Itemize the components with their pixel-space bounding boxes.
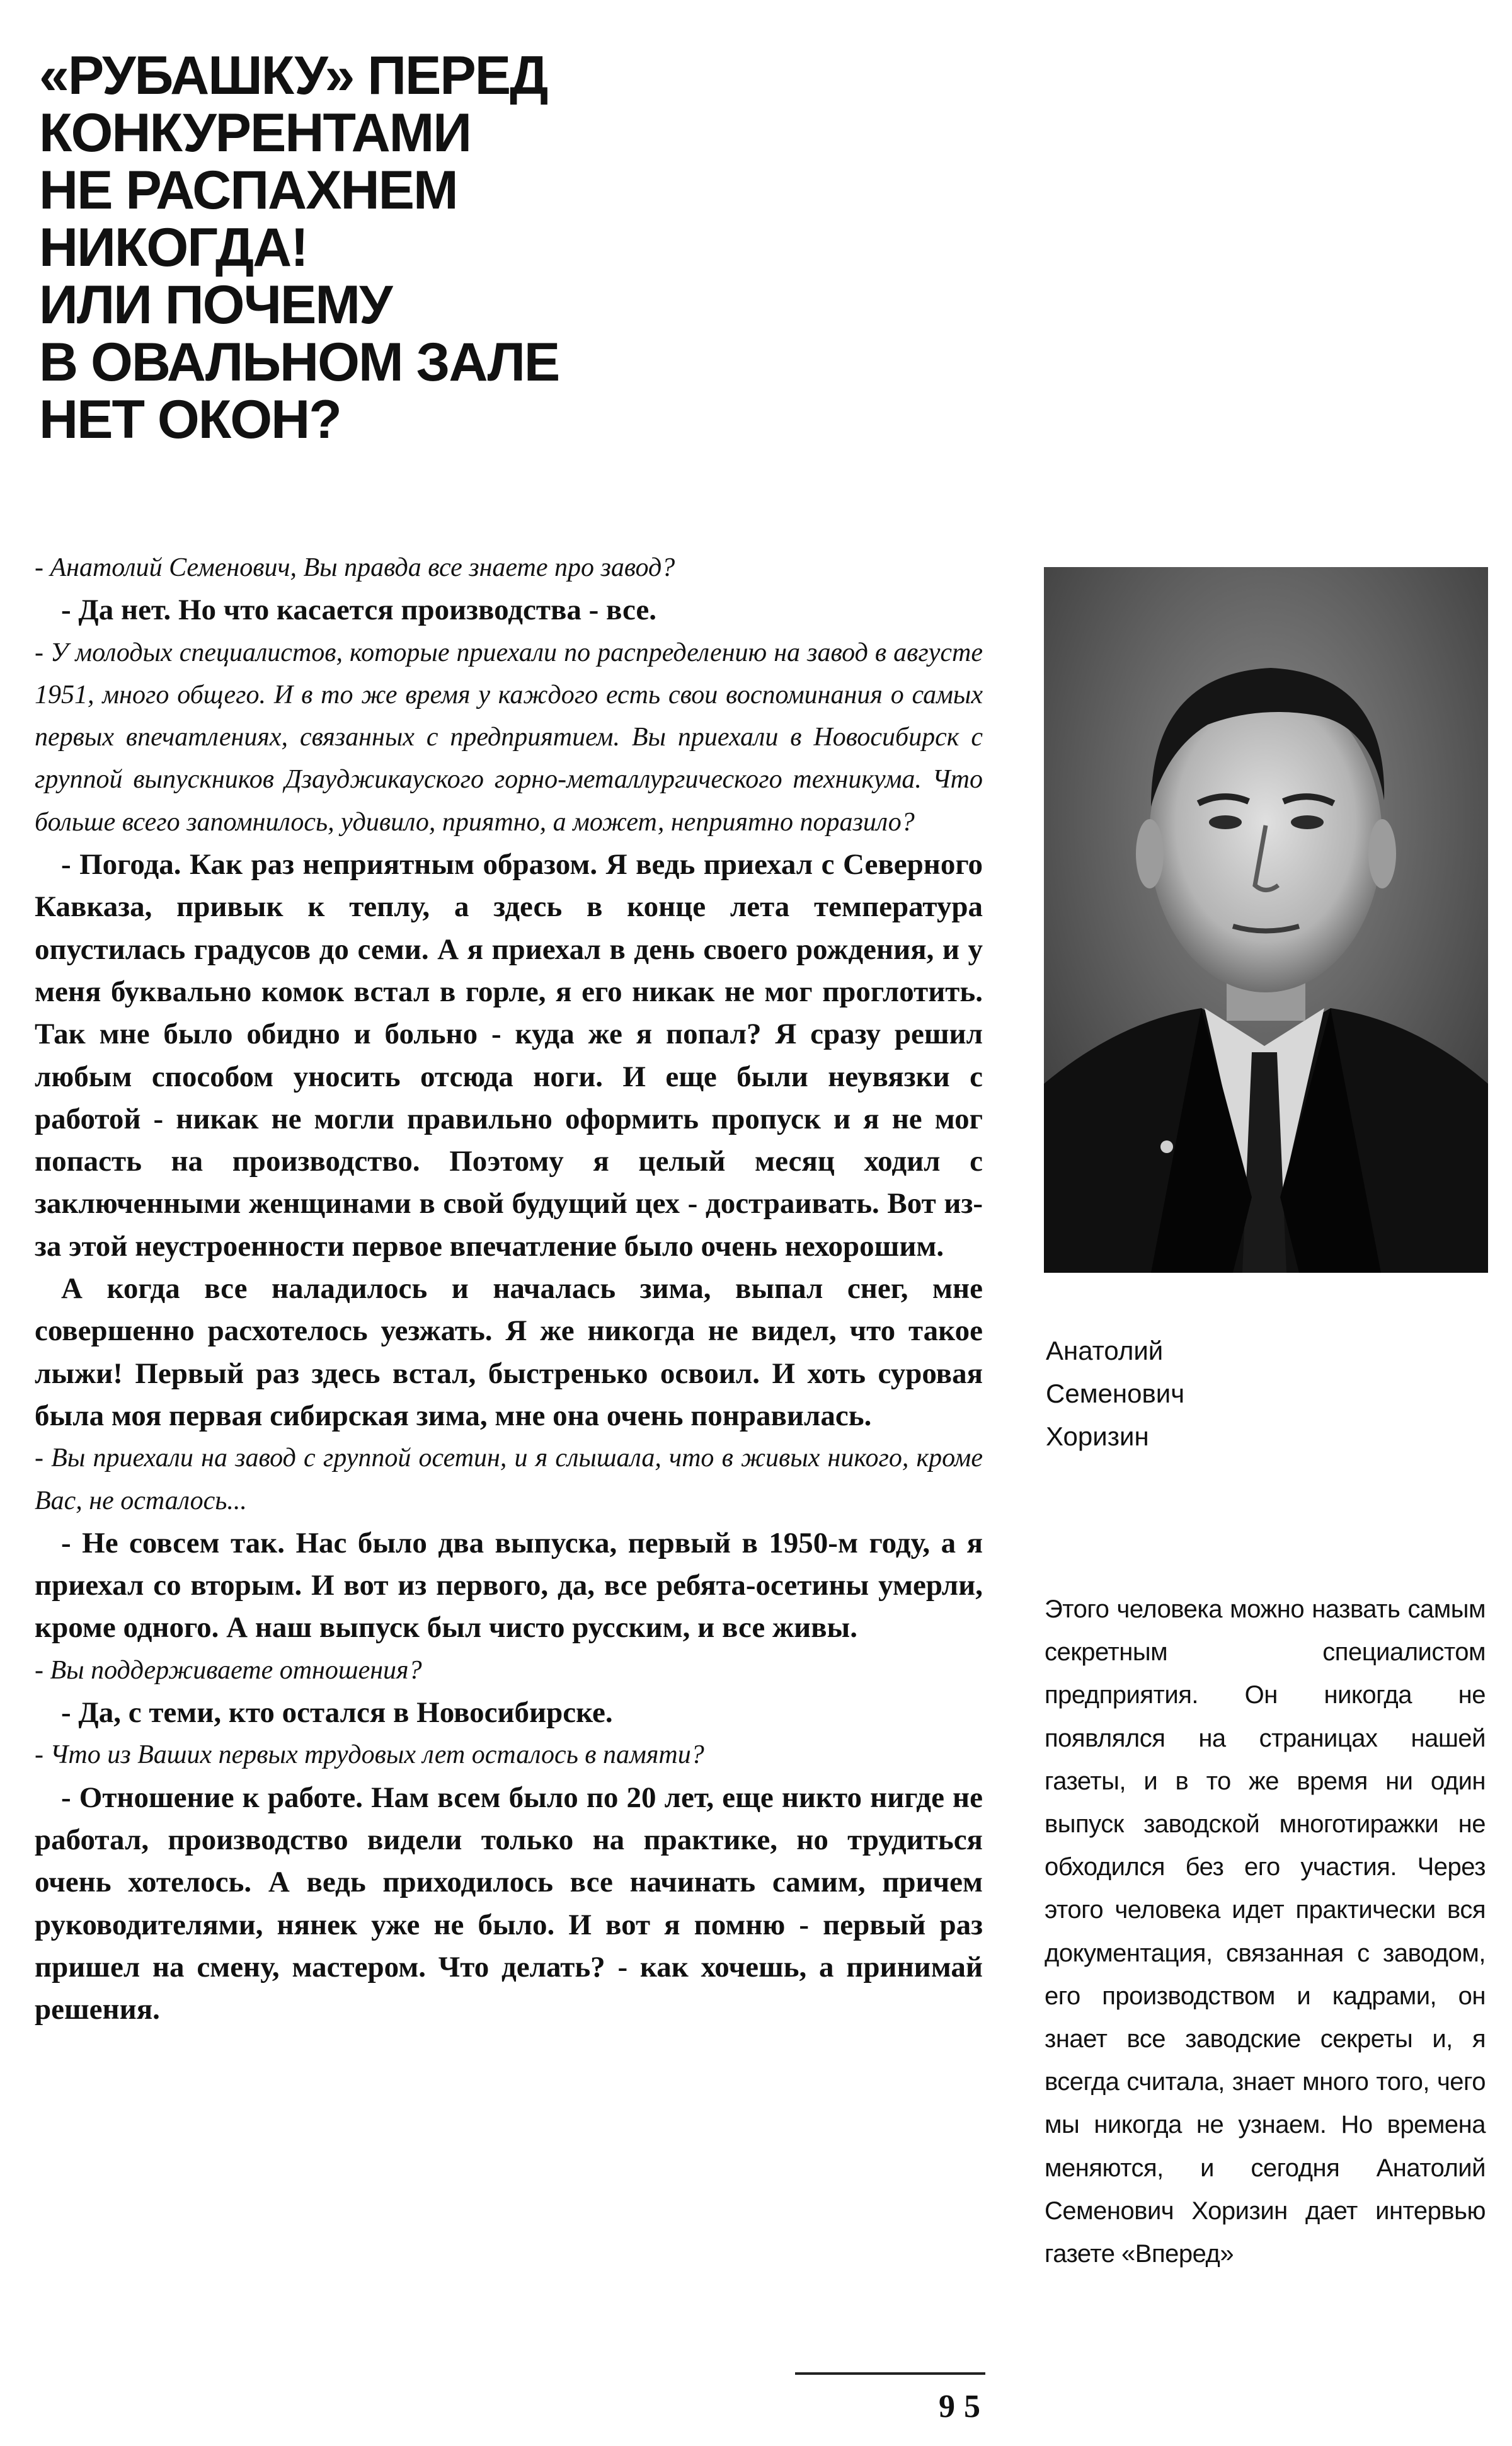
headline	[39, 47, 669, 449]
interview-question: - У молодых специалистов, которые приехали по распределению на завод в августе 1951, много общего. И в то же время у каждого есть свои воспоминания о самых первых впечатлениях, связанных с предприятием. Вы приехали в Новосибирск с группой выпускников Дзауджикауского горно-металлургического техникума. Что больше всего запомнилось, удивило, приятно, а может, неприятно поразило?	[35, 638, 983, 837]
headline-line: В ОВАЛЬНОМ ЗАЛЕ	[39, 332, 559, 393]
interview-answer: - Погода. Как раз неприятным образом. Я ведь приехал с Северного Кавказа, привык к теплу, а здесь в конце лета температура опустилась градусов до семи. А я приехал в день своего рождения, и у меня буквально комок встал в горле, я его никак не мог проглотить. Так мне было обидно и больно - куда же я попал? Я сразу решил любым способом уносить отсюда ноги. И еще были неувязки с работой - никак не могли правильно оформить пропуск и я не мог попасть на производство. Поэтому я целый месяц ходил с заключенными женщинами в свой будущий цех - достраивать. Вот из-за этой неустроенности первое впечатление было очень нехорошим.	[35, 848, 983, 1263]
portrait-illustration	[1044, 567, 1488, 1273]
interview-question: - Вы поддерживаете отношения?	[35, 1655, 422, 1685]
caption-line: Семенович	[1046, 1379, 1185, 1408]
headline-line: НИКОГДА!	[39, 217, 307, 278]
photo-caption	[1046, 1329, 1298, 1458]
interview-question: - Что из Ваших первых трудовых лет осталось в памяти?	[35, 1740, 704, 1770]
caption-line: Хоризин	[1046, 1421, 1149, 1451]
headline-line: ИЛИ ПОЧЕМУ	[39, 275, 392, 335]
interview-question: - Анатолий Семенович, Вы правда все знаете про завод?	[35, 553, 675, 582]
portrait-photo	[1044, 567, 1488, 1273]
interview-answer: - Да, с теми, кто остался в Новосибирске.	[61, 1696, 613, 1730]
interview-answer: - Не совсем так. Нас было два выпуска, первый в 1950-м году, а я приехал со вторым. И вот из первого, да, все ребята-осетины умерли, кроме одного. А наш выпуск был чисто русским, и все живы.	[35, 1526, 983, 1645]
footer-rule	[795, 2372, 985, 2375]
interview-answer: - Да нет. Но что касается производства - все.	[61, 594, 657, 627]
sidebar-intro	[1045, 1588, 1486, 2275]
headline-line: НЕ РАСПАХНЕМ	[39, 160, 457, 221]
headline-line: НЕТ ОКОН?	[39, 389, 341, 450]
interview-answer: А когда все наладилось и началась зима, выпал снег, мне совершенно расхотелось уезжать. Я же никогда не видел, что такое лыжи! Первый раз здесь встал, быстренько освоил. И хоть суровая была моя первая сибирская зима, мне она очень понравилась.	[35, 1272, 983, 1432]
sidebar-text: Этого человека можно назвать самым секретным специалистом предприятия. Он никогда не появлялся на страницах нашей газеты, и в то же время ни один выпуск заводской многотиражки не обходился без его участия. Через этого человека идет практически вся документация, связанная с заводом, его производством и кадрами, он знает все заводские секреты и, я всегда считала, знает много того, чего мы никогда не узнаем. Но времена меняются, и сегодня Анатолий Семенович Хоризин дает интервью газете «Вперед»	[1045, 1595, 1486, 2268]
caption-line: Анатолий	[1046, 1336, 1164, 1365]
page-number: 95	[939, 2389, 989, 2425]
interview-text	[35, 547, 983, 2031]
interview-answer: - Отношение к работе. Нам всем было по 20 лет, еще никто нигде не работал, производство видели только на практике, но трудиться очень хотелось. А ведь приходилось все начинать самим, причем руководителями, нянек уже не было. И вот я помню - первый раз пришел на смену, мастером. Что делать? - как хочешь, а принимай решения.	[35, 1781, 983, 2026]
headline-line: «РУБАШКУ» ПЕРЕД	[39, 45, 547, 106]
headline-line: КОНКУРЕНТАМИ	[39, 103, 471, 163]
interview-question: - Вы приехали на завод с группой осетин, и я слышала, что в живых никого, кроме Вас, не осталось...	[35, 1444, 983, 1515]
